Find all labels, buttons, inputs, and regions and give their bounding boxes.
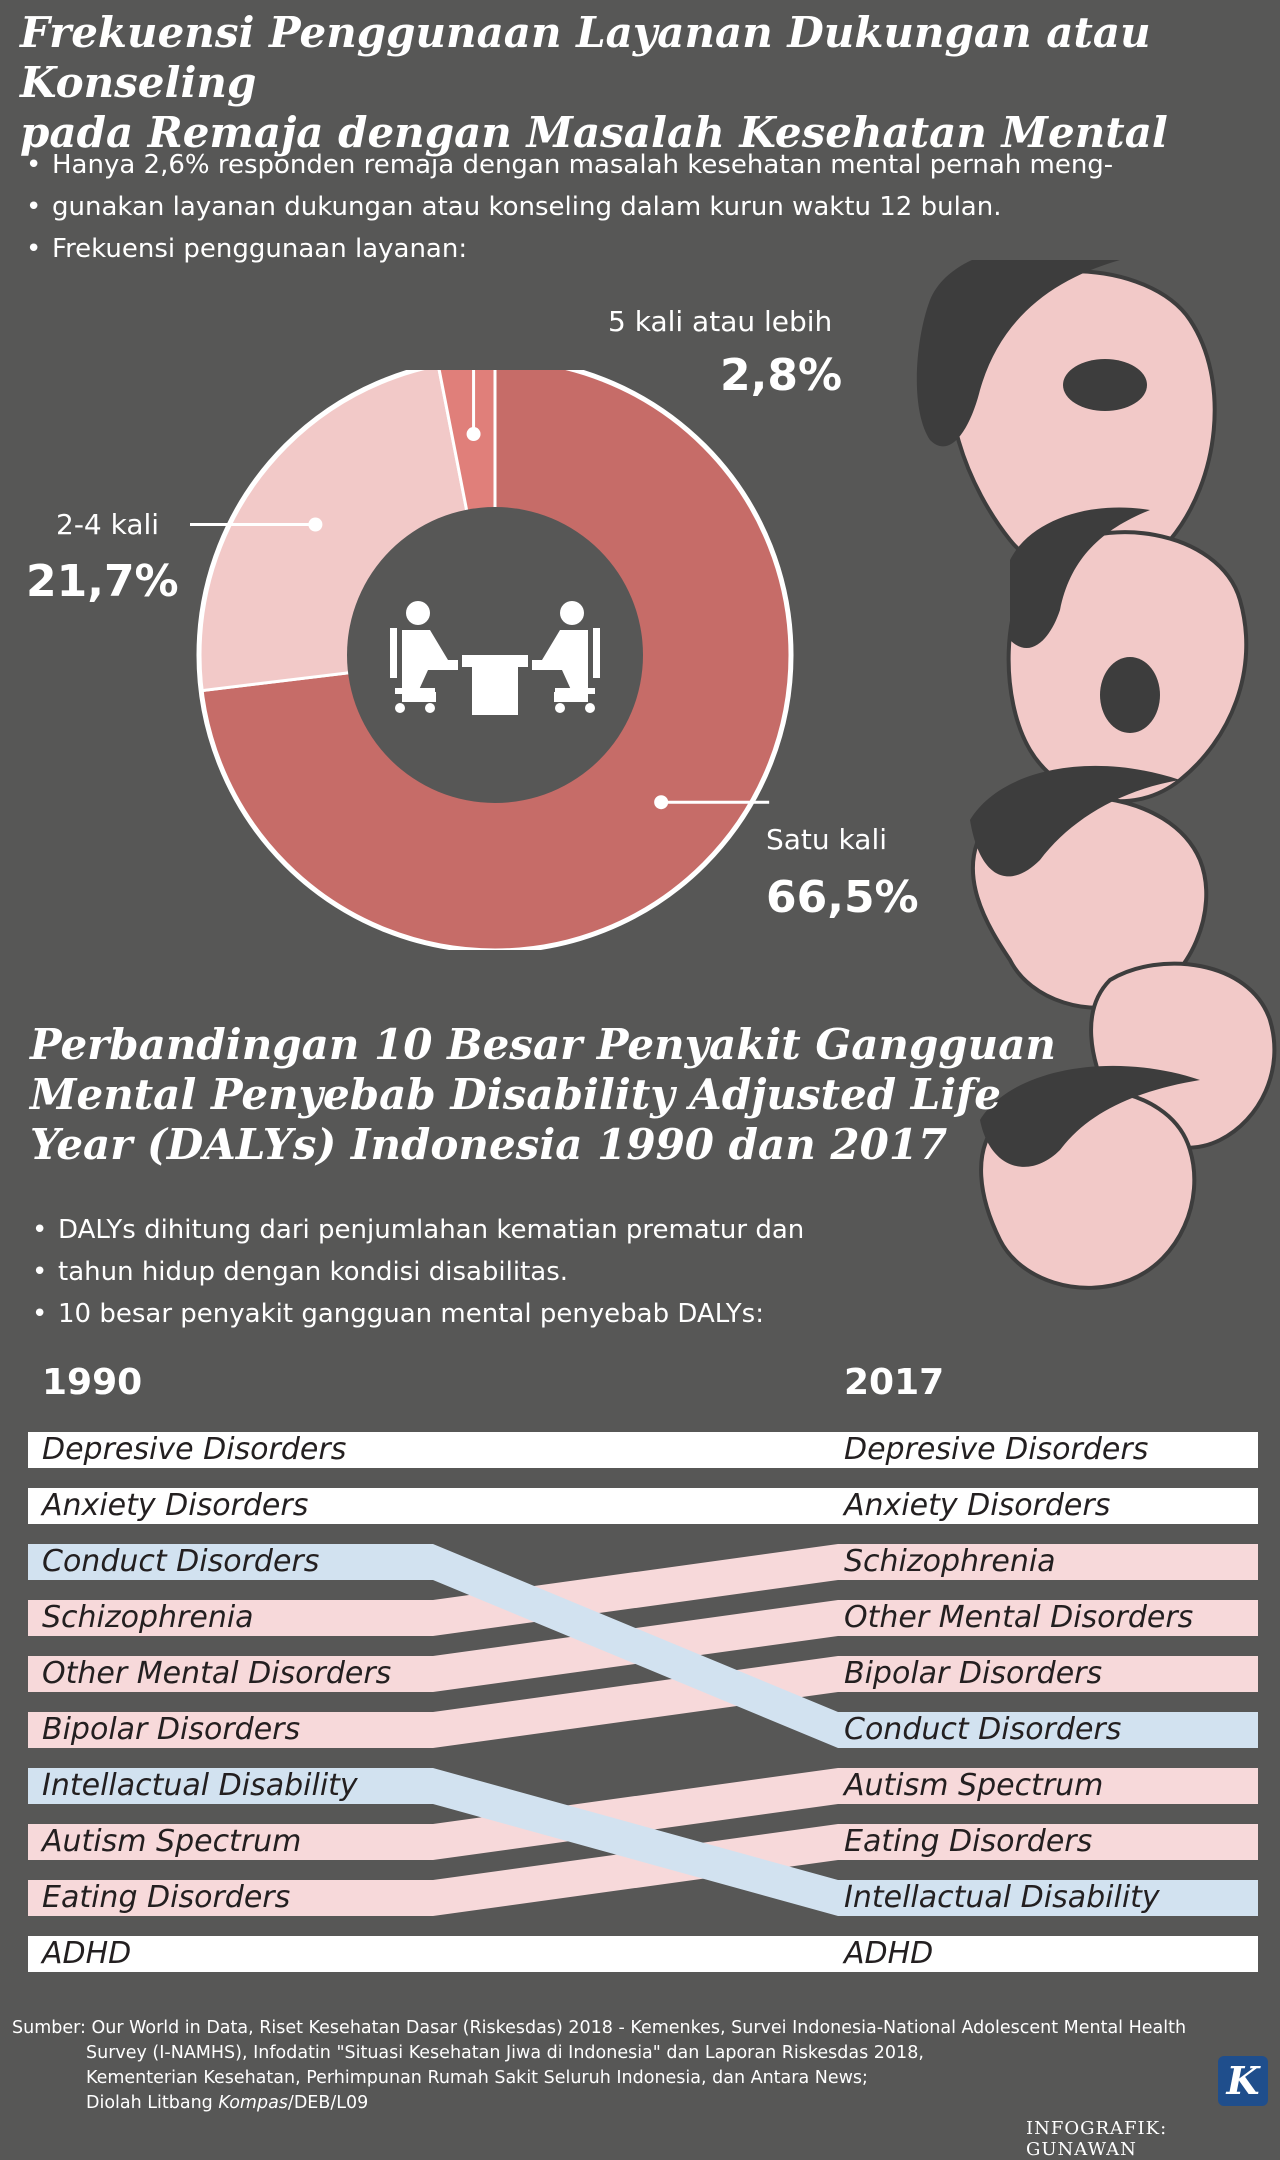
section1-title-line1: Frekuensi Penggunaan Layanan Dukungan atau Konseling bbox=[20, 8, 1151, 107]
donut-chart bbox=[190, 370, 810, 950]
section1-bullet-continued: • gunakan layanan dukungan atau konseling dalam kurun waktu 12 bulan. bbox=[26, 186, 1206, 228]
infographic-credit: INFOGRAFIK: GUNAWAN bbox=[1026, 2118, 1168, 2160]
section2-bullet: • 10 besar penyakit gangguan mental penyebab DALYs: bbox=[32, 1293, 892, 1335]
rank-1990-label: Depresive Disorders bbox=[42, 1432, 347, 1467]
source-line4-suffix: /DEB/L09 bbox=[287, 2093, 369, 2113]
mouth-open bbox=[1063, 359, 1147, 411]
source-line: Sumber: Our World in Data, Riset Kesehatan Dasar (Riskesdas) 2018 - Kemenkes, Survei Indonesia-National Adolescent Mental Health bbox=[12, 2018, 1187, 2038]
rank-2017-label: Anxiety Disorders bbox=[844, 1488, 1111, 1523]
source-line bbox=[12, 2091, 1212, 2116]
chair-wheel bbox=[585, 703, 595, 713]
source-line4-italic: Kompas bbox=[218, 2093, 288, 2113]
section2-title-line3: Year (DALYs) Indonesia 1990 dan 2017 bbox=[30, 1120, 948, 1169]
rank-2017-label: Conduct Disorders bbox=[844, 1712, 1122, 1747]
leader-dot bbox=[308, 518, 322, 532]
person-right-head bbox=[560, 601, 584, 625]
rank-1990-label: Anxiety Disorders bbox=[42, 1488, 309, 1523]
rank-1990-label: Schizophrenia bbox=[42, 1600, 254, 1635]
source-line: Survey (I-NAMHS), Infodatin "Situasi Kesehatan Jiwa di Indonesia" dan Laporan Riskesdas 2018, bbox=[86, 2043, 924, 2063]
section2-bullet: • DALYs dihitung dari penjumlahan kematian prematur dan bbox=[32, 1209, 892, 1251]
section1-title bbox=[20, 8, 1280, 158]
leader-dot bbox=[654, 795, 668, 809]
rank-2017-label: Depresive Disorders bbox=[844, 1432, 1149, 1467]
rank-1990-label: Eating Disorders bbox=[42, 1880, 291, 1915]
slice-label-satu-kali: Satu kali bbox=[766, 823, 887, 856]
leader-dot bbox=[467, 427, 481, 441]
section2-title bbox=[30, 1020, 1056, 1170]
slice-label-5-plus: 5 kali atau lebih bbox=[608, 305, 833, 338]
distressed-faces-illustration bbox=[890, 260, 1280, 1400]
rank-1990-label: ADHD bbox=[42, 1936, 132, 1971]
chair-right-seat bbox=[555, 688, 595, 694]
slice-label-2-4: 2-4 kali bbox=[56, 508, 160, 541]
table-body bbox=[472, 667, 518, 715]
source-note bbox=[12, 2016, 1212, 2116]
rank-2017-label: Other Mental Disorders bbox=[844, 1600, 1194, 1635]
slice-value-5-plus: 2,8% bbox=[720, 350, 843, 401]
rank-1990-label: Bipolar Disorders bbox=[42, 1712, 301, 1747]
year-1990-header: 1990 bbox=[42, 1362, 143, 1403]
rank-1990-label: Intellactual Disability bbox=[42, 1768, 358, 1803]
year-2017-header: 2017 bbox=[844, 1362, 945, 1403]
chair-left-back bbox=[390, 628, 397, 678]
section1-bullet: • Hanya 2,6% responden remaja dengan masalah kesehatan mental pernah meng- bbox=[26, 144, 1206, 186]
source-line: Kementerian Kesehatan, Perhimpunan Rumah Sakit Seluruh Indonesia, dan Antara News; bbox=[86, 2068, 868, 2088]
chair-wheel bbox=[425, 703, 435, 713]
rank-1990-label: Autism Spectrum bbox=[42, 1824, 302, 1859]
rank-1990-label: Other Mental Disorders bbox=[42, 1656, 392, 1691]
section2-title-line1: Perbandingan 10 Besar Penyakit Gangguan bbox=[30, 1020, 1056, 1069]
person-left-head bbox=[406, 601, 430, 625]
rank-2017-label: Intellactual Disability bbox=[844, 1880, 1160, 1915]
rank-1990-label: Conduct Disorders bbox=[42, 1544, 320, 1579]
source-line4-prefix: Diolah Litbang bbox=[86, 2093, 219, 2113]
slice-value-2-4: 21,7% bbox=[26, 556, 179, 607]
table-top bbox=[462, 655, 528, 667]
slice-value-satu-kali: 66,5% bbox=[766, 872, 919, 923]
section2-bullet-continued: • tahun hidup dengan kondisi disabilitas. bbox=[32, 1251, 892, 1293]
ranking-labels bbox=[0, 1420, 1280, 1980]
kompas-logo: K bbox=[1218, 2056, 1268, 2106]
rank-2017-label: Schizophrenia bbox=[844, 1544, 1056, 1579]
mouth-open bbox=[1100, 657, 1160, 733]
section1-bullet: • Frekuensi penggunaan layanan: bbox=[26, 228, 1206, 270]
chair-wheel bbox=[395, 703, 405, 713]
rank-2017-label: Bipolar Disorders bbox=[844, 1656, 1103, 1691]
chair-right-back bbox=[593, 628, 600, 678]
section1-title-line2: pada Remaja dengan Masalah Kesehatan Mental bbox=[20, 108, 1168, 157]
rank-2017-label: Autism Spectrum bbox=[844, 1768, 1104, 1803]
section2-title-line2: Mental Penyebab Disability Adjusted Life bbox=[30, 1070, 1001, 1119]
rank-2017-label: Eating Disorders bbox=[844, 1824, 1093, 1859]
section1-bullets bbox=[26, 144, 1206, 270]
section2-bullets bbox=[32, 1209, 892, 1335]
chair-wheel bbox=[555, 703, 565, 713]
rank-2017-label: ADHD bbox=[844, 1936, 934, 1971]
chair-left-seat bbox=[395, 688, 435, 694]
